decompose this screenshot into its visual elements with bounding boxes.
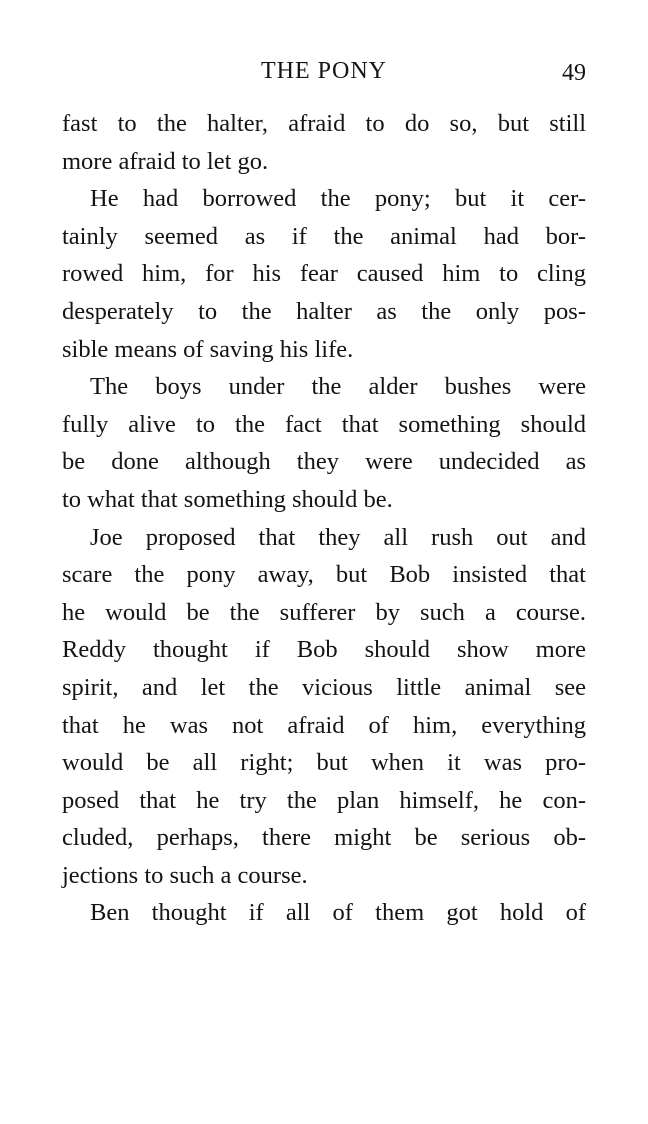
text-line: fully alive to the fact that something should (62, 410, 586, 438)
text-line: cluded, perhaps, there might be serious ob- (62, 824, 586, 852)
running-title: THE PONY (261, 58, 387, 84)
text-line: spirit, and let the vicious little animal see (62, 673, 586, 701)
running-head (62, 56, 586, 86)
text-line: he would be the sufferer by such a course. (62, 598, 586, 626)
text-line: would be all right; but when it was pro- (62, 749, 586, 777)
text-line: Ben thought if all of them got hold of (90, 899, 586, 927)
text-line: to what that something should be. (62, 485, 393, 513)
text-line: desperately to the halter as the only pos- (62, 297, 586, 325)
text-line: sible means of saving his life. (62, 335, 354, 363)
text-line: fast to the halter, afraid to do so, but still (62, 110, 586, 137)
text-line: rowed him, for his fear caused him to cling (62, 260, 586, 288)
text-line: He had borrowed the pony; but it cer- (90, 185, 586, 213)
text-line: posed that he try the plan himself, he con- (62, 786, 586, 814)
text-line: tainly seemed as if the animal had bor- (62, 222, 586, 250)
text-line: that he was not afraid of him, everything (62, 711, 586, 739)
text-line: scare the pony away, but Bob insisted that (62, 561, 586, 589)
text-line: Joe proposed that they all rush out and (90, 523, 586, 551)
text-line: The boys under the alder bushes were (90, 373, 586, 401)
text-line: be done although they were undecided as (62, 448, 586, 476)
page-number: 49 (562, 60, 586, 86)
body-text (62, 105, 586, 932)
text-line: jections to such a course. (62, 861, 308, 889)
text-line: Reddy thought if Bob should show more (62, 636, 586, 664)
text-line: more afraid to let go. (62, 147, 269, 175)
